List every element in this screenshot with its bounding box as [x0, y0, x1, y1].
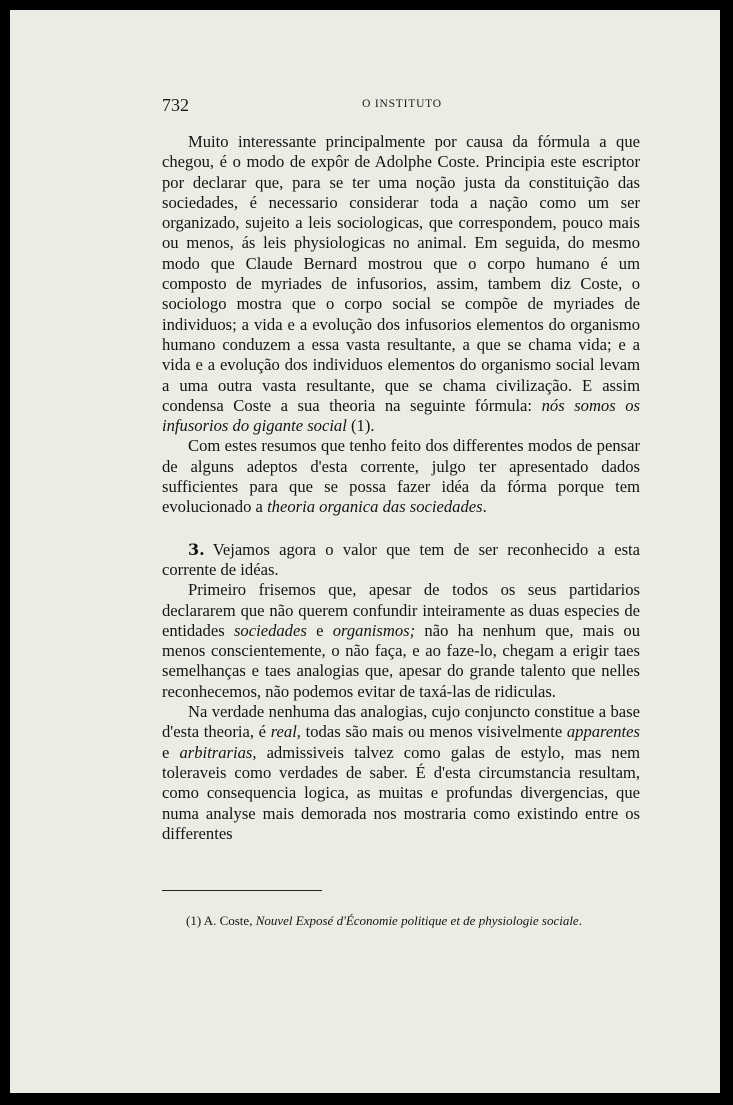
text-run: . — [482, 497, 487, 517]
paragraph — [162, 436, 640, 517]
italic-text: organismos; — [332, 620, 416, 640]
paragraph — [162, 702, 640, 844]
text-run: Muito interessante principalmente por causa da fórmula a que chegou, é o modo de expôr de Adolphe Coste. Principia este escriptor por declarar que, para se ter uma noção justa da constituição das sociedades, é necessario considerar toda a nação como um ser organizado, sujeito a leis sociologicas, que correspondem, pouco mais ou menos, ás leis physiologicas no animal. Em seguida, do mesmo modo que Claude Bernard mostrou que o corpo humano é um composto de myriades de infusorios, assim, tambem diz Coste, o sociologo mostra que o corpo social se compõe de myriades de individuos; a vida e a evolução dos infusorios elementos do organismo humano conduzem a essa vasta resultante, a que se chama vida; e a vida e a evolução dos individuos elementos do organismo social levam a uma outra vasta resultante, que se chama civilização. E assim condensa Coste a sua theoria na seguinte fórmula: — [162, 132, 640, 415]
book-page — [10, 10, 720, 1093]
footnote-rule — [162, 890, 322, 891]
italic-text: Nouvel Exposé d'Économie politique et de physiologie sociale — [255, 913, 579, 928]
text-run: não ha nenhum que, mais ou menos conscientemente, o não faça, e ao faze-lo, chegam a erigir taes semelhanças e taes analogias que, apesar do grande talento que nelles reconhecemos, não podemos evitar de taxá-las de ridiculas. — [162, 620, 640, 701]
text-run: e — [306, 620, 333, 640]
running-title: O INSTITUTO — [362, 98, 442, 110]
text-run: (1). — [346, 416, 375, 436]
italic-text: nós somos os infusorios do gigante social — [162, 395, 640, 436]
footnote-paragraph — [162, 913, 640, 929]
italic-text: real, — [270, 722, 301, 742]
body-text — [162, 132, 640, 844]
paragraph — [162, 580, 640, 702]
section-gap — [162, 518, 640, 540]
text-run: Na verdade nenhuma das analogias, cujo conjuncto constitue a base d'esta theoria, é — [162, 702, 640, 742]
page-header — [162, 95, 642, 115]
text-run: Com estes resumos que tenho feito dos differentes modos de pensar de alguns adeptos d'esta corrente, julgo ter apresentado dados sufficientes para que se possa fazer idéa da fórma porque tem evolucionado a — [162, 436, 640, 517]
text-run: e — [162, 742, 180, 762]
paragraph — [162, 132, 640, 436]
text-run: todas são mais ou menos visivelmente — [300, 722, 567, 742]
italic-text: apparentes — [566, 722, 640, 742]
italic-text: sociedades — [233, 620, 307, 640]
text-run: . — [578, 913, 582, 928]
footnote — [162, 913, 640, 929]
paragraph-section-3 — [162, 540, 640, 581]
text-run: Vejamos agora o valor que tem de ser reconhecido a esta corrente de idéas. — [162, 539, 640, 579]
page-number: 732 — [162, 95, 189, 115]
text-run: admissiveis talvez como galas de estylo, mas nem toleraveis como verdades de saber. É d'esta circumstancia resultam, como consequencia logica, as muitas e profundas divergencias, que numa analyse mais demorada nos mostraria como existindo entre os differentes — [162, 742, 640, 843]
text-run: (1) A. Coste, — [186, 913, 256, 928]
section-number: 3. — [188, 539, 205, 559]
italic-text: theoria organica das sociedades — [267, 497, 483, 517]
text-run: Primeiro frisemos que, apesar de todos os seus partidarios declararem que não querem confundir inteiramente as duas especies de entidades — [162, 580, 640, 640]
italic-text: arbitrarias, — [179, 742, 257, 762]
